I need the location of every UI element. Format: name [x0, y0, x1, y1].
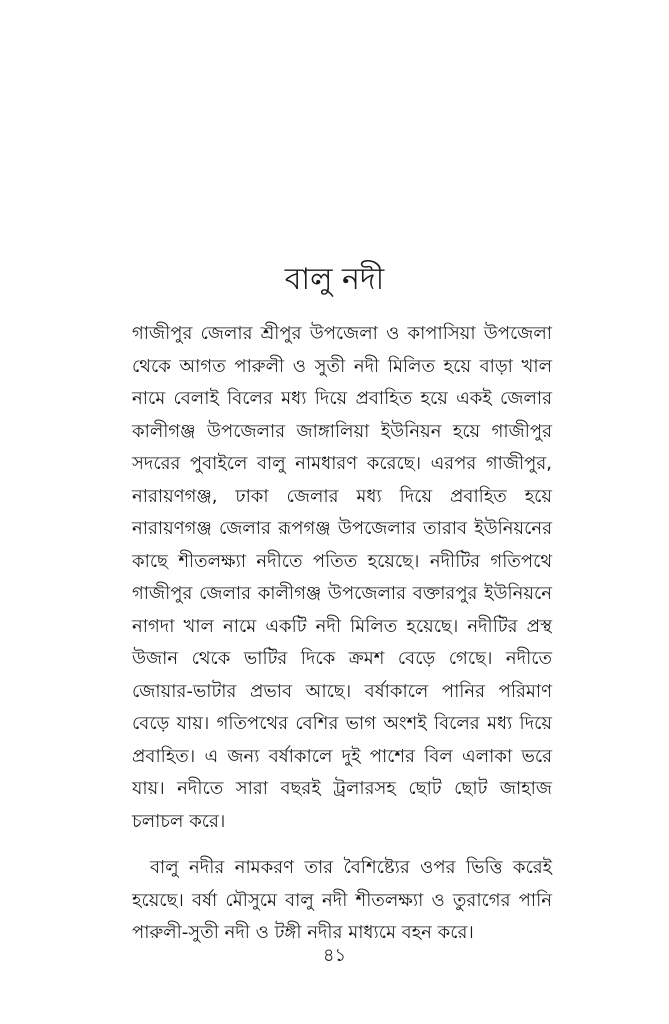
paragraph-2: বালু নদীর নামকরণ তার বৈশিষ্ট্যের ওপর ভিত্তি করেই হয়েছে। বর্ষা মৌসুমে বালু নদী শীতলক্ষ্যা ও তুরাগের পানি পারুলী-সুতী নদী ও টঙ্গী নদীর মাধ্যমে বহন করে। [132, 857, 552, 943]
page-title: বালু নদী [284, 262, 385, 297]
body-text [132, 318, 552, 950]
page-number: ৪১ [322, 945, 347, 966]
paragraph-1: গাজীপুর জেলার শ্রীপুর উপজেলা ও কাপাসিয়া উপজেলা থেকে আগত পারুলী ও সুতী নদী মিলিত হয়ে বাড়া খাল নামে বেলাই বিলের মধ্য দিয়ে প্রবাহিত হয়ে একই জেলার কালীগঞ্জ উপজেলার জাঙ্গালিয়া ইউনিয়ন হয়ে গাজীপুর সদরের পুবাইলে বালু নামধারণ করেছে। এরপর গাজীপুর, নারায়ণগঞ্জ, ঢাকা জেলার মধ্য দিয়ে প্রবাহিত হয়ে নারায়ণগঞ্জ জেলার রূপগঞ্জ উপজেলার তারাব ইউনিয়নের কাছে শীতলক্ষ্যা নদীতে পতিত হয়েছে। নদীটির গতিপথে গাজীপুর জেলার কালীগঞ্জ উপজেলার বক্তারপুর ইউনিয়নে নাগদা খাল নামে একটি নদী মিলিত হয়েছে। নদীটির প্রস্থ উজান থেকে ভাটির দিকে ক্রমশ বেড়ে গেছে। নদীতে জোয়ার-ভাটার প্রভাব আছে। বর্ষাকালে পানির পরিমাণ বেড়ে যায়। গতিপথের বেশির ভাগ অংশই বিলের মধ্য দিয়ে প্রবাহিত। এ জন্য বর্ষাকালে দুই পাশের বিল এলাকা ভরে যায়। নদীতে সারা বছরই ট্রলারসহ ছোট ছোট জাহাজ চলাচল করে। [132, 323, 552, 832]
